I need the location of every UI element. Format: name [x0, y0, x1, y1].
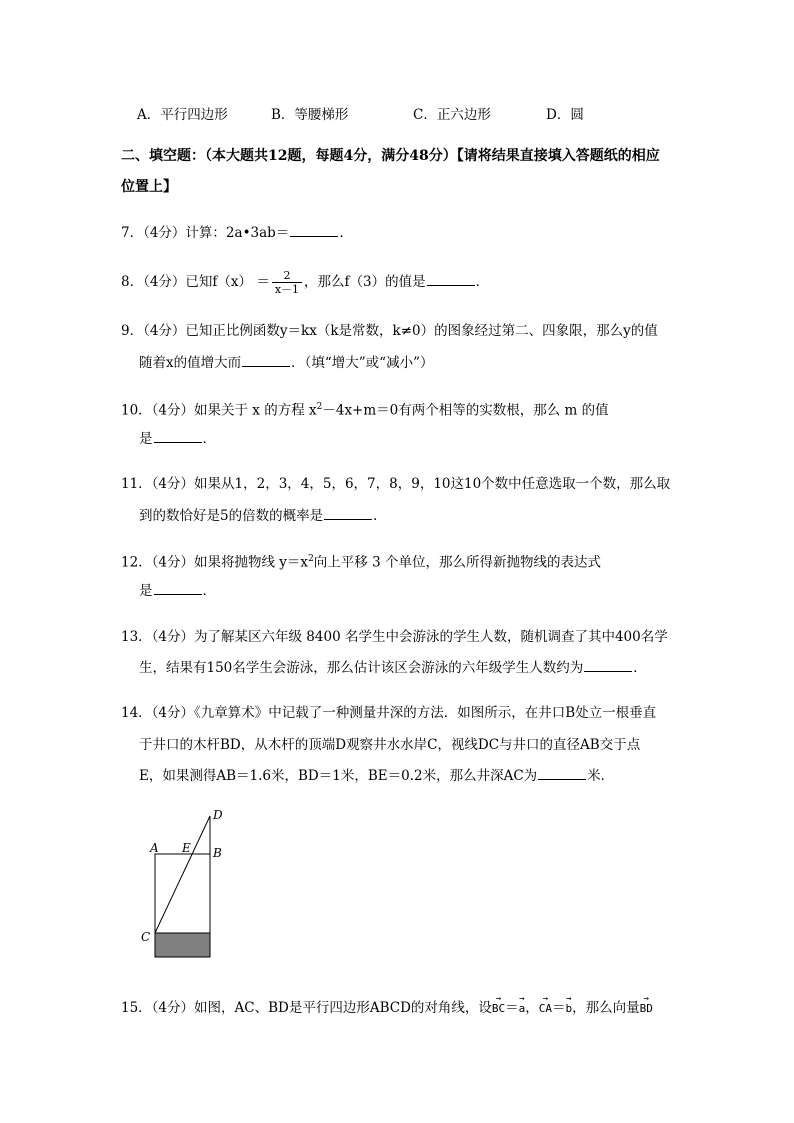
- fraction: $\frac{2}{x-1}$: [272, 269, 302, 296]
- question-15: 15．（4分）如图，AC、BD是平行四边形ABCD的对角线，设→ BC＝→ a，→ CA＝→ b，那么向量→ BD: [121, 998, 653, 1019]
- option-a: A．平行四边形: [137, 107, 228, 123]
- question-12-line2: 是 ．: [139, 583, 216, 599]
- question-13-line2: 生，结果有150名学生会游泳，那么估计该区会游泳的六年级学生人数约为 ．: [139, 660, 647, 676]
- question-9-line2: 随着x的值增大而 ．（填“增大”或“减小”）: [139, 355, 434, 371]
- answer-blank[interactable]: [324, 507, 372, 520]
- question-9-line1: 9．（4分）已知正比例函数y＝kx（k是常数，k≠0）的图象经过第二、四象限，那么y的值: [121, 323, 658, 339]
- well-water: [155, 933, 210, 957]
- question-12-line1: 12．（4分）如果将抛物线 $y=x^2$向上平移 3 个单位，那么所得新抛物线的表达式: [121, 554, 601, 571]
- label-e: E: [182, 841, 191, 855]
- vector-bd: → BD: [640, 999, 653, 1019]
- section-header-line1: 二、填空题：（本大题共12题，每题4分，满分48分）【请将结果直接填入答题纸的相应: [121, 148, 660, 164]
- answer-blank[interactable]: [154, 582, 202, 595]
- section-header-line2: 位置上】: [121, 179, 177, 195]
- question-14-line3: E，如果测得AB＝1.6米，BD＝1米，BE＝0.2米，那么井深AC为 米．: [139, 768, 615, 784]
- label-d: D: [213, 808, 223, 822]
- answer-blank[interactable]: [290, 224, 338, 237]
- label-b: B: [213, 846, 222, 860]
- well-diagram: [135, 805, 245, 965]
- answer-blank[interactable]: [242, 354, 290, 367]
- answer-blank[interactable]: [154, 430, 202, 443]
- question-14-line1: 14．（4分）《九章算术》中记载了一种测量井深的方法．如图所示，在井口B处立一根垂直: [121, 705, 657, 721]
- vector-bc: → BC: [492, 999, 505, 1019]
- label-c: C: [141, 930, 151, 944]
- question-14-line2: 于井口的木杆BD，从木杆的顶端D观察井水水岸C，视线DC与井口的直径AB交于点: [139, 737, 641, 753]
- question-10-line2: 是 ．: [139, 431, 216, 447]
- question-11-line2: 到的数恰好是5的倍数的概率是 ．: [139, 508, 387, 524]
- question-8: 8．（4分）已知f（x） ＝ $\frac{2}{x-1}$ ，那么f（3）的值是 ．: [121, 269, 490, 296]
- option-d: D．圆: [546, 107, 584, 123]
- answer-blank[interactable]: [538, 767, 586, 780]
- answer-blank[interactable]: [427, 273, 475, 286]
- sight-line-dc: [155, 816, 210, 933]
- option-b: B．等腰梯形: [271, 107, 349, 123]
- question-7: 7．（4分）计算：2a•3ab＝ ．: [121, 225, 353, 241]
- vector-a: → a: [519, 999, 526, 1019]
- option-c: C．正六边形: [413, 107, 491, 123]
- question-11-line1: 11．（4分）如果从1，2，3，4，5，6，7，8，9，10这10个数中任意选取一个数，那么取: [121, 476, 671, 492]
- vector-ca: → CA: [539, 999, 552, 1019]
- answer-blank[interactable]: [584, 659, 632, 672]
- vector-b: → b: [566, 999, 573, 1019]
- question-13-line1: 13．（4分）为了解某区六年级 8400 名学生中会游泳的学生人数，随机调查了其中400名学: [121, 629, 668, 645]
- label-a: A: [150, 841, 159, 855]
- question-10-line1: 10．（4分）如果关于 x 的方程 $x^2-4x+m=0$有两个相等的实数根，那么 m 的值: [121, 402, 609, 419]
